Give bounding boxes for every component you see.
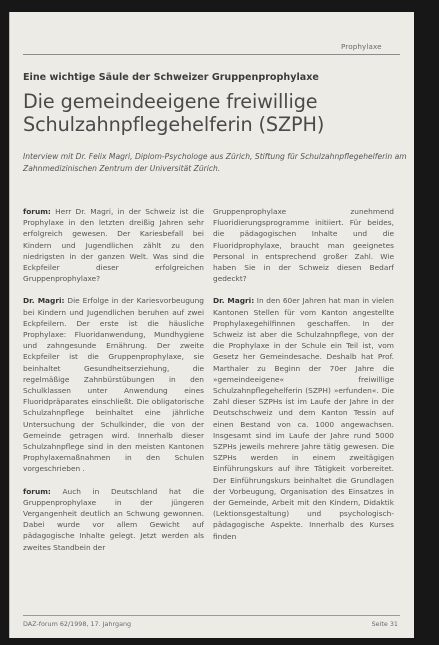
running-head-section: Prophylaxe — [341, 42, 382, 51]
speaker-label: Dr. Magri: — [213, 296, 255, 306]
interview-paragraph — [213, 295, 394, 541]
paragraph-text: Die Erfolge in der Kariesvorbeugung bei Kindern und Jugendlichen beruhen auf zwei Eckpfeilern. Der erste ist die häusliche Prophylaxe: Fluoridanwendung, Mundhygiene und zahngesunde Ernährung. Der zweite Eckpfeiler ist die Gruppenprophylaxe, sie beinhaltet Gesundheitserziehung, die regelmäßige Zahnbürstübungen in den Schulklassen unter Anwendung eines Fluoridpräparates einschließt. Die obligatorische Schulzahnpflege beinhaltet eine jährliche Untersuchung der Schulkinder, die von der Gemeinde getragen wird. Innerhalb dieser Schulzahnpflege sind in den meisten Kantonen Prophylaxemaßnahmen in den Schulen vorgeschrieben . — [23, 296, 204, 474]
speaker-label: forum: — [23, 207, 51, 216]
speaker-label: forum: — [23, 486, 51, 496]
article-kicker: Eine wichtige Säule der Schweizer Gruppenprophylaxe — [23, 72, 319, 83]
header-rule — [23, 54, 400, 55]
footer-rule — [23, 615, 400, 616]
right-column — [213, 206, 394, 542]
paragraph-text: Gruppenprophylaxe zunehmend Fluoridierungsprogramme initiiert. Für beides, die pädagogischen Inhalte und die Fluoridprophylaxe, braucht man geeignetes Personal in entsprechend großer Zahl. Wie haben Sie in der Schweiz diesen Bedarf gedeckt? — [213, 207, 394, 284]
article-intro: Interview mit Dr. Felix Magri, Diplom-Psychologe aus Zürich, Stiftung für Schulzahnpflegehelferin am Zahnmedizinischen Zentrum der Universität Zürich. — [23, 152, 407, 173]
interview-paragraph — [23, 206, 204, 284]
article-title: Die gemeindeeigene freiwillige Schulzahnpflegehelferin (SZPH) — [23, 90, 325, 136]
speaker-label: Dr. Magri: — [23, 296, 65, 306]
paragraph-text: In den 60er Jahren hat man in vielen Kantonen Stellen für vom Kanton angestellte Prophylaxegehilfinnen geschaffen. In der Schweiz ist aber die Schulzahnpflege, von der die Prophylaxe in der Schule ein Teil ist, vom Gesetz her Gemeindesache. Deshalb hat Prof. Marthaler zu Beginn der 70er Jahre die »gemeindeeigene« freiwillige Schulzahnpflegehelferin (SZPH) »erfunden«. Die Zahl dieser SZPHs ist im Laufe der Jahre in der Deutschschweiz und dem Kanton Tessin auf einen Bestand von ca. 1000 angewachsen. Insgesamt sind im Laufe der Jahre rund 5000 SZPHs jeweils mehrere Jahre tätig gewesen. Die SZPHs werden in einem zweitägigen Einführungskurs auf ihre Tätigkeit vorbereitet. Der Einführungskurs beinhaltet die Grundlagen der Vorbeugung, Organisation des Einsatzes in der Gemeinde, Arbeit mit den Kindern, Didaktik (Lektionsgestaltung) und psychologisch-pädagogische Aspekte. Innerhalb des Kurses finden — [213, 296, 394, 541]
paragraph-text: Herr Dr. Magri, in der Schweiz ist die Prophylaxe in den letzten dreißig Jahren sehr erfolgreich gewesen. Der Kariesbefall bei Kindern und Jugendlichen zählt zu den niedrigsten in der ganzen Welt. Was sind die Eckpfeiler dieser erfolgreichen Gruppenprophylaxe? — [23, 207, 204, 284]
interview-paragraph — [23, 486, 204, 553]
interview-paragraph — [23, 295, 204, 474]
paragraph-text: Auch in Deutschland hat die Gruppenprophylaxe in der jüngeren Vergangenheit deutlich an Schwung gewonnen. Dabei wurde vor allem Gewicht auf pädagogische Inhalte gelegt. Jetzt werden als zweites Standbein der — [23, 486, 204, 552]
footer-page-number: Seite 31 — [371, 620, 398, 628]
footer-journal: DAZ-forum 62/1998, 17. Jahrgang — [23, 620, 132, 628]
magazine-page — [9, 12, 414, 638]
left-column — [23, 206, 204, 553]
interview-paragraph — [213, 206, 394, 284]
